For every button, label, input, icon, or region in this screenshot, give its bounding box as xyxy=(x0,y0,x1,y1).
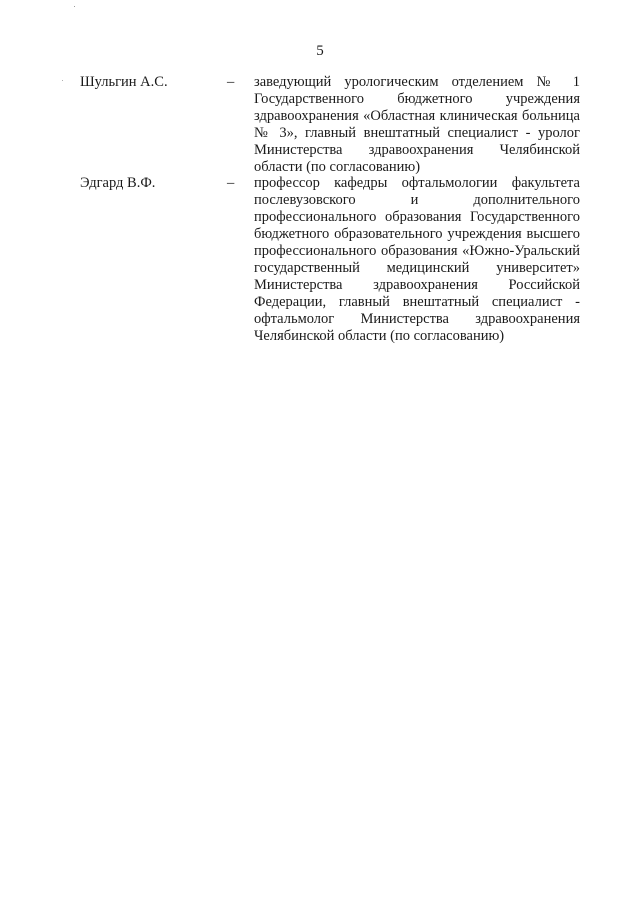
scan-speck xyxy=(62,80,63,81)
member-list xyxy=(80,74,580,345)
member-entry xyxy=(80,74,580,175)
member-description: заведующий урологическим отделением № 1 Государственного бюджетного учреждения здравоохранения «Областная клиническая больница № 3», главный внештатный специалист - уролог Министерства здравоохранения Челябинской области (по согласованию) xyxy=(254,74,580,175)
entry-dash: – xyxy=(227,74,235,90)
page-number: 5 xyxy=(316,43,324,59)
entry-dash: – xyxy=(227,175,235,192)
member-name: Эдгард В.Ф. xyxy=(80,175,156,192)
member-name: Шульгин А.С. xyxy=(80,74,168,90)
member-description: профессор кафедры офтальмологии факультета послевузовского и дополнительного профессионального образования Государственного бюджетного образовательного учреждения высшего профессионального образования «Южно-Уральский государственный медицинский университет» Министерства здравоохранения Российской Федерации, главный внештатный специалист - офтальмолог Министерства здравоохранения Челябинской области (по согласованию) xyxy=(254,175,580,344)
scan-speck xyxy=(74,6,75,7)
member-entry xyxy=(80,175,580,344)
